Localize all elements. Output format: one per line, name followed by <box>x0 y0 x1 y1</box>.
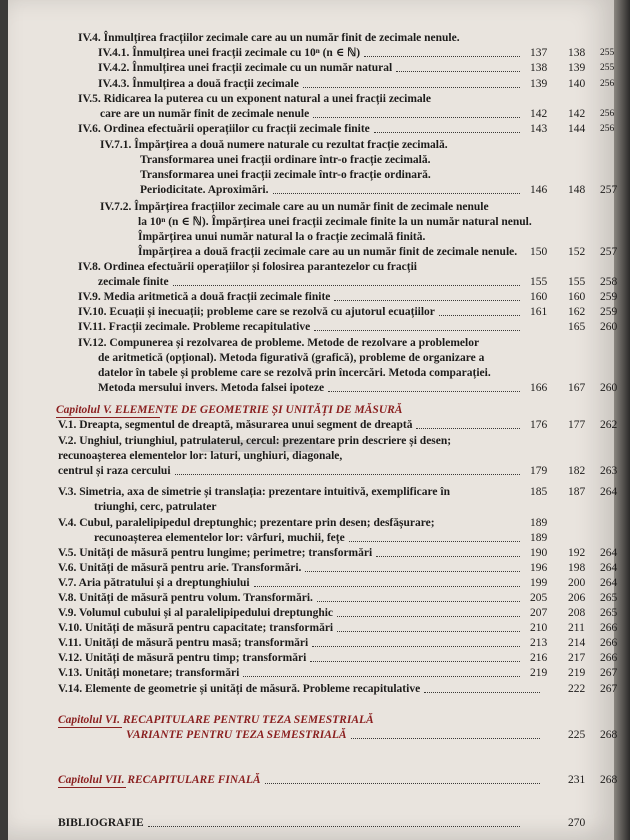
page-number-p1: 213 <box>530 637 548 649</box>
page-number-p2: 200 <box>568 577 586 589</box>
toc-entry-title: IV.4.2. Înmulțirea unei fracții zecimale cu un număr natural <box>98 62 393 74</box>
toc-entry-title: BIBLIOGRAFIE <box>58 817 144 829</box>
toc-entry <box>0 682 618 696</box>
toc-entry <box>0 651 618 665</box>
page-number-p1: 143 <box>530 123 548 135</box>
page-number-p2: 217 <box>568 652 586 664</box>
toc-entry <box>0 92 606 106</box>
dot-leader <box>310 661 520 662</box>
toc-entry <box>0 546 618 560</box>
toc-entry <box>0 168 606 182</box>
page-number-p3: 262 <box>600 419 618 431</box>
toc-entry <box>0 138 606 152</box>
dot-leader <box>364 56 520 57</box>
toc-entry-title: V.7. Aria pătratului și a dreptunghiului <box>58 577 250 589</box>
page-number-p2: 140 <box>568 78 586 90</box>
page-number-p1: 142 <box>530 108 548 120</box>
page-number-p2: 144 <box>568 123 586 135</box>
dot-leader <box>351 738 540 739</box>
toc-entry-title: Capitolul VII. RECAPITULARE FINALĂ <box>58 774 261 786</box>
page-number-p1: 150 <box>530 246 548 258</box>
page-number-p1: 138 <box>530 62 548 74</box>
toc-entry-title: IV.4. Înmulțirea fracțiilor zecimale care au un număr finit de zecimale nenule. <box>78 32 460 44</box>
toc-entry-title: V.5. Unități de măsură pentru lungime; perimetre; transformări <box>58 547 373 559</box>
page-number-p3: 266 <box>600 637 618 649</box>
page-number-p2: 211 <box>568 622 585 634</box>
toc-entry-title: Transformarea unei fracții zecimale într-o fracție ordinară. <box>140 169 431 181</box>
page-number-p1: 146 <box>530 184 548 196</box>
page-number-p2: 162 <box>568 306 586 318</box>
dot-leader <box>148 826 520 827</box>
page-number-p2: 198 <box>568 562 586 574</box>
page-number-p2: 219 <box>568 667 586 679</box>
page-number-p2: 152 <box>568 246 586 258</box>
toc-entry-title: Transformarea unei fracții ordinare într-o fracție zecimală. <box>140 154 431 166</box>
page-number-p3: 264 <box>600 547 618 559</box>
page-number-p2: 155 <box>568 276 586 288</box>
toc-entry-title: zecimale finite <box>98 276 169 288</box>
page-number-p3: 259 <box>600 306 618 318</box>
page-number-p3: 265 <box>600 607 618 619</box>
toc-entry <box>0 153 606 167</box>
dot-leader <box>424 692 540 693</box>
toc-entry <box>0 773 618 787</box>
page-number-p2: 225 <box>568 729 586 741</box>
dot-leader <box>254 586 520 587</box>
toc-entry <box>0 77 615 91</box>
toc-entry-title: V.1. Dreapta, segmentul de dreaptă, măsurarea unui segment de dreaptă <box>58 419 413 431</box>
toc-entry-title: V.3. Simetria, axa de simetrie și translația: prezentare intuitivă, exemplificare în <box>58 486 450 498</box>
toc-entry <box>0 434 606 448</box>
toc-entry-title: care are un număr finit de zecimale nenule <box>100 108 310 120</box>
page-number-p3: 264 <box>600 486 618 498</box>
toc-entry <box>0 636 618 650</box>
dot-leader <box>175 474 520 475</box>
page-number-p1: 196 <box>530 562 548 574</box>
dot-leader <box>314 330 520 331</box>
page-number-p2: 192 <box>568 547 586 559</box>
page-number-p3: 267 <box>600 667 618 679</box>
page-number-p2: 139 <box>568 62 586 74</box>
page-number-p1: 161 <box>530 306 548 318</box>
toc-entry-title: datelor în tabele și probleme care se rezolvă prin încercări. Metoda comparației. <box>98 367 491 379</box>
toc-entry-title: V.12. Unități de măsură pentru timp; transformări <box>58 652 307 664</box>
page-number-p3: 255 <box>600 48 615 58</box>
page-number-p2: 167 <box>568 382 586 394</box>
dot-leader <box>313 117 520 118</box>
page-number-p3: 256 <box>600 124 615 134</box>
page-number-p2: 231 <box>568 774 586 786</box>
toc-entry <box>0 449 606 463</box>
toc-entry-title: IV.12. Compunerea și rezolvarea de probleme. Metode de rezolvare a problemelor <box>78 337 480 349</box>
toc-entry-title: IV.4.1. Înmulțirea unei fracții zecimale cu 10ⁿ (n ∈ ℕ) <box>98 47 361 59</box>
page-number-p2: 177 <box>568 419 586 431</box>
toc-entry-title: IV.4.3. Înmulțirea a două fracții zecimale <box>98 78 299 90</box>
dot-leader <box>312 646 520 647</box>
toc-entry <box>0 275 618 289</box>
toc-entry-title: Metoda mersului invers. Metoda falsei ipoteze <box>98 382 325 394</box>
page-number-p2: 138 <box>568 47 586 59</box>
dot-leader <box>317 601 520 602</box>
toc-entry-title: IV.7.1. Împărțirea a două numere naturale cu rezultat fracție zecimală. <box>100 139 448 151</box>
page-number-p3: 266 <box>600 622 618 634</box>
dot-leader <box>243 676 520 677</box>
page-number-p1: 185 <box>530 486 548 498</box>
toc-entry-title: V.2. Unghiul, triunghiul, patrulaterul, cercul: prezentare prin descriere și desen; <box>58 435 452 447</box>
page-number-p3: 256 <box>600 109 615 119</box>
toc-entry <box>0 351 606 365</box>
toc-entry-title: IV.9. Media aritmetică a două fracții zecimale finite <box>78 291 331 303</box>
toc-entry <box>0 245 618 259</box>
dot-leader <box>337 616 520 617</box>
dot-leader <box>374 132 520 133</box>
page-number-p1: 166 <box>530 382 548 394</box>
toc-entry <box>0 200 606 214</box>
toc-entry-title: centrul și raza cercului <box>58 465 171 477</box>
dot-leader <box>376 556 520 557</box>
page-number-p1: 155 <box>530 276 548 288</box>
toc-entry-title: IV.11. Fracții zecimale. Probleme recapitulative <box>78 321 311 333</box>
toc-entry <box>0 500 606 514</box>
page-number-p3: 259 <box>600 291 618 303</box>
toc-entry <box>0 621 618 635</box>
dot-leader <box>439 315 520 316</box>
page-number-p2: 142 <box>568 108 586 120</box>
toc-entry-title: V.14. Elemente de geometrie și unități de măsură. Probleme recapitulative <box>58 683 421 695</box>
toc-entry <box>0 666 618 680</box>
toc-entry-title: V.6. Unități de măsură pentru arie. Transformări. <box>58 562 302 574</box>
toc-entry-title: IV.5. Ridicarea la puterea cu un exponent natural a unei fracții zecimale <box>78 93 431 105</box>
page-number-p2: 160 <box>568 291 586 303</box>
page-number-p1: 179 <box>530 465 548 477</box>
page-number-p1: 160 <box>530 291 548 303</box>
toc-entry-title: IV.8. Ordinea efectuării operațiilor și folosirea parantezelor cu fracții <box>78 261 417 273</box>
toc-entry <box>0 531 606 545</box>
toc-entry-title: la 10ⁿ (n ∈ ℕ). Împărțirea unei fracții zecimale finite la un număr natural nenul. <box>138 216 532 228</box>
page-number-p1: 207 <box>530 607 548 619</box>
toc-entry-title: V.13. Unități monetare; transformări <box>58 667 240 679</box>
toc-entry-title: Capitolul VI. RECAPITULARE PENTRU TEZA SEMESTRIALĂ <box>58 714 374 726</box>
toc-entry <box>0 215 606 229</box>
toc-entry-title: V.8. Unități de măsură pentru volum. Transformări. <box>58 592 313 604</box>
toc-entry <box>0 516 606 530</box>
toc-entry-title: IV.7.2. Împărțirea fracțiilor zecimale care au un număr finit de zecimale nenule <box>100 201 489 213</box>
page-number-p2: 182 <box>568 465 586 477</box>
toc-entry <box>0 728 618 742</box>
toc-entry-title: triunghi, cerc, patrulater <box>94 501 217 513</box>
toc-entry <box>0 290 618 304</box>
page-number-p3: 265 <box>600 592 618 604</box>
toc-entry-title: V.11. Unități de măsură pentru masă; transformări <box>58 637 309 649</box>
toc-entry-title: recunoașterea elementelor lor: vârfuri, muchii, fețe <box>94 532 345 544</box>
page-number-p2: 206 <box>568 592 586 604</box>
dot-leader <box>349 541 520 542</box>
page-number-p3: 256 <box>600 79 615 89</box>
toc-entry <box>0 606 618 620</box>
toc-entry <box>0 230 606 244</box>
toc-entry-title: IV.10. Ecuații și inecuații; probleme care se rezolvă cu ajutorul ecuațiilor <box>78 306 435 318</box>
toc-entry-title: V.4. Cubul, paralelipipedul dreptunghic; prezentare prin desen; desfășurare; <box>58 517 435 529</box>
toc-entry <box>0 305 618 319</box>
dot-leader <box>328 391 520 392</box>
dot-leader <box>265 783 540 784</box>
page-number-p2: 222 <box>568 683 586 695</box>
chapter-underline <box>58 787 126 788</box>
page-number-p1: 205 <box>530 592 548 604</box>
page-number-p1: 216 <box>530 652 548 664</box>
toc-entry-title: V.10. Unități de măsură pentru capacitate; transformări <box>58 622 334 634</box>
page-number-p3: 255 <box>600 63 615 73</box>
toc-entry <box>0 418 618 432</box>
page-number-p3: 257 <box>600 246 618 258</box>
toc-entry <box>0 591 618 605</box>
page-number-p3: 267 <box>600 683 618 695</box>
toc-entry <box>0 183 618 197</box>
page-number-p2: 208 <box>568 607 586 619</box>
page-number-p2: 270 <box>568 817 586 829</box>
page-number-p1: 189 <box>530 532 548 544</box>
dot-leader <box>303 87 520 88</box>
toc-entry-title: recunoașterea elementelor lor: laturi, unghiuri, diagonale, <box>58 450 343 462</box>
dot-leader <box>273 193 521 194</box>
page-number-p2: 214 <box>568 637 586 649</box>
page-number-p1: 199 <box>530 577 548 589</box>
page-number-p3: 266 <box>600 652 618 664</box>
page-number-p3: 263 <box>600 465 618 477</box>
dot-leader <box>173 285 520 286</box>
toc-entry <box>0 366 606 380</box>
dot-leader <box>396 71 520 72</box>
page-number-p1: 219 <box>530 667 548 679</box>
page-number-p3: 268 <box>600 774 618 786</box>
page-number-p3: 257 <box>600 184 618 196</box>
toc-entry <box>0 403 606 417</box>
toc-entry <box>0 464 618 478</box>
toc-entry <box>0 485 618 499</box>
toc-entry-title: Împărțirea unui număr natural la o fracție zecimală finită. <box>138 231 426 243</box>
page-number-p3: 258 <box>600 276 618 288</box>
page-number-p3: 260 <box>600 321 618 333</box>
page-number-p1: 190 <box>530 547 548 559</box>
toc-entry-title: Periodicitate. Aproximări. <box>140 184 269 196</box>
dot-leader <box>416 428 520 429</box>
toc-entry <box>0 381 618 395</box>
page-number-p1: 189 <box>530 517 548 529</box>
toc-entry <box>0 107 615 121</box>
toc-entry-title: Capitolul V. ELEMENTE DE GEOMETRIE ȘI UNITĂȚI DE MĂSURĂ <box>56 404 403 416</box>
toc-entry <box>0 122 615 136</box>
toc-entry-title: V.9. Volumul cubului și al paralelipipedului dreptunghic <box>58 607 334 619</box>
toc-entry <box>0 576 618 590</box>
toc-entry <box>0 816 606 830</box>
toc-entry <box>0 713 606 727</box>
page-number-p2: 165 <box>568 321 586 333</box>
page-number-p1: 139 <box>530 78 548 90</box>
page-number-p2: 187 <box>568 486 586 498</box>
toc-entry-title: VARIANTE PENTRU TEZA SEMESTRIALĂ <box>126 729 347 741</box>
toc-entry <box>0 61 615 75</box>
toc-entry-title: IV.6. Ordinea efectuării operațiilor cu fracții zecimale finite <box>78 123 370 135</box>
toc-entry <box>0 320 618 334</box>
page-number-p3: 268 <box>600 729 618 741</box>
page-number-p3: 260 <box>600 382 618 394</box>
toc-entry <box>0 46 615 60</box>
dot-leader <box>305 571 520 572</box>
dot-leader <box>337 631 520 632</box>
page-number-p3: 264 <box>600 577 618 589</box>
page-number-p1: 176 <box>530 419 548 431</box>
page-number-p1: 210 <box>530 622 548 634</box>
page-number-p1: 137 <box>530 47 548 59</box>
toc-entry <box>0 336 606 350</box>
page-number-p3: 264 <box>600 562 618 574</box>
toc-entry <box>0 561 618 575</box>
toc-entry-title: Împărțirea a două fracții zecimale care au un număr finit de zecimale nenule. <box>138 246 518 258</box>
page-number-p2: 148 <box>568 184 586 196</box>
dot-leader <box>334 300 520 301</box>
toc-entry <box>0 31 606 45</box>
toc-entry-title: de aritmetică (opțional). Metoda figurativă (grafică), probleme de organizare a <box>98 352 485 364</box>
toc-entry <box>0 260 606 274</box>
